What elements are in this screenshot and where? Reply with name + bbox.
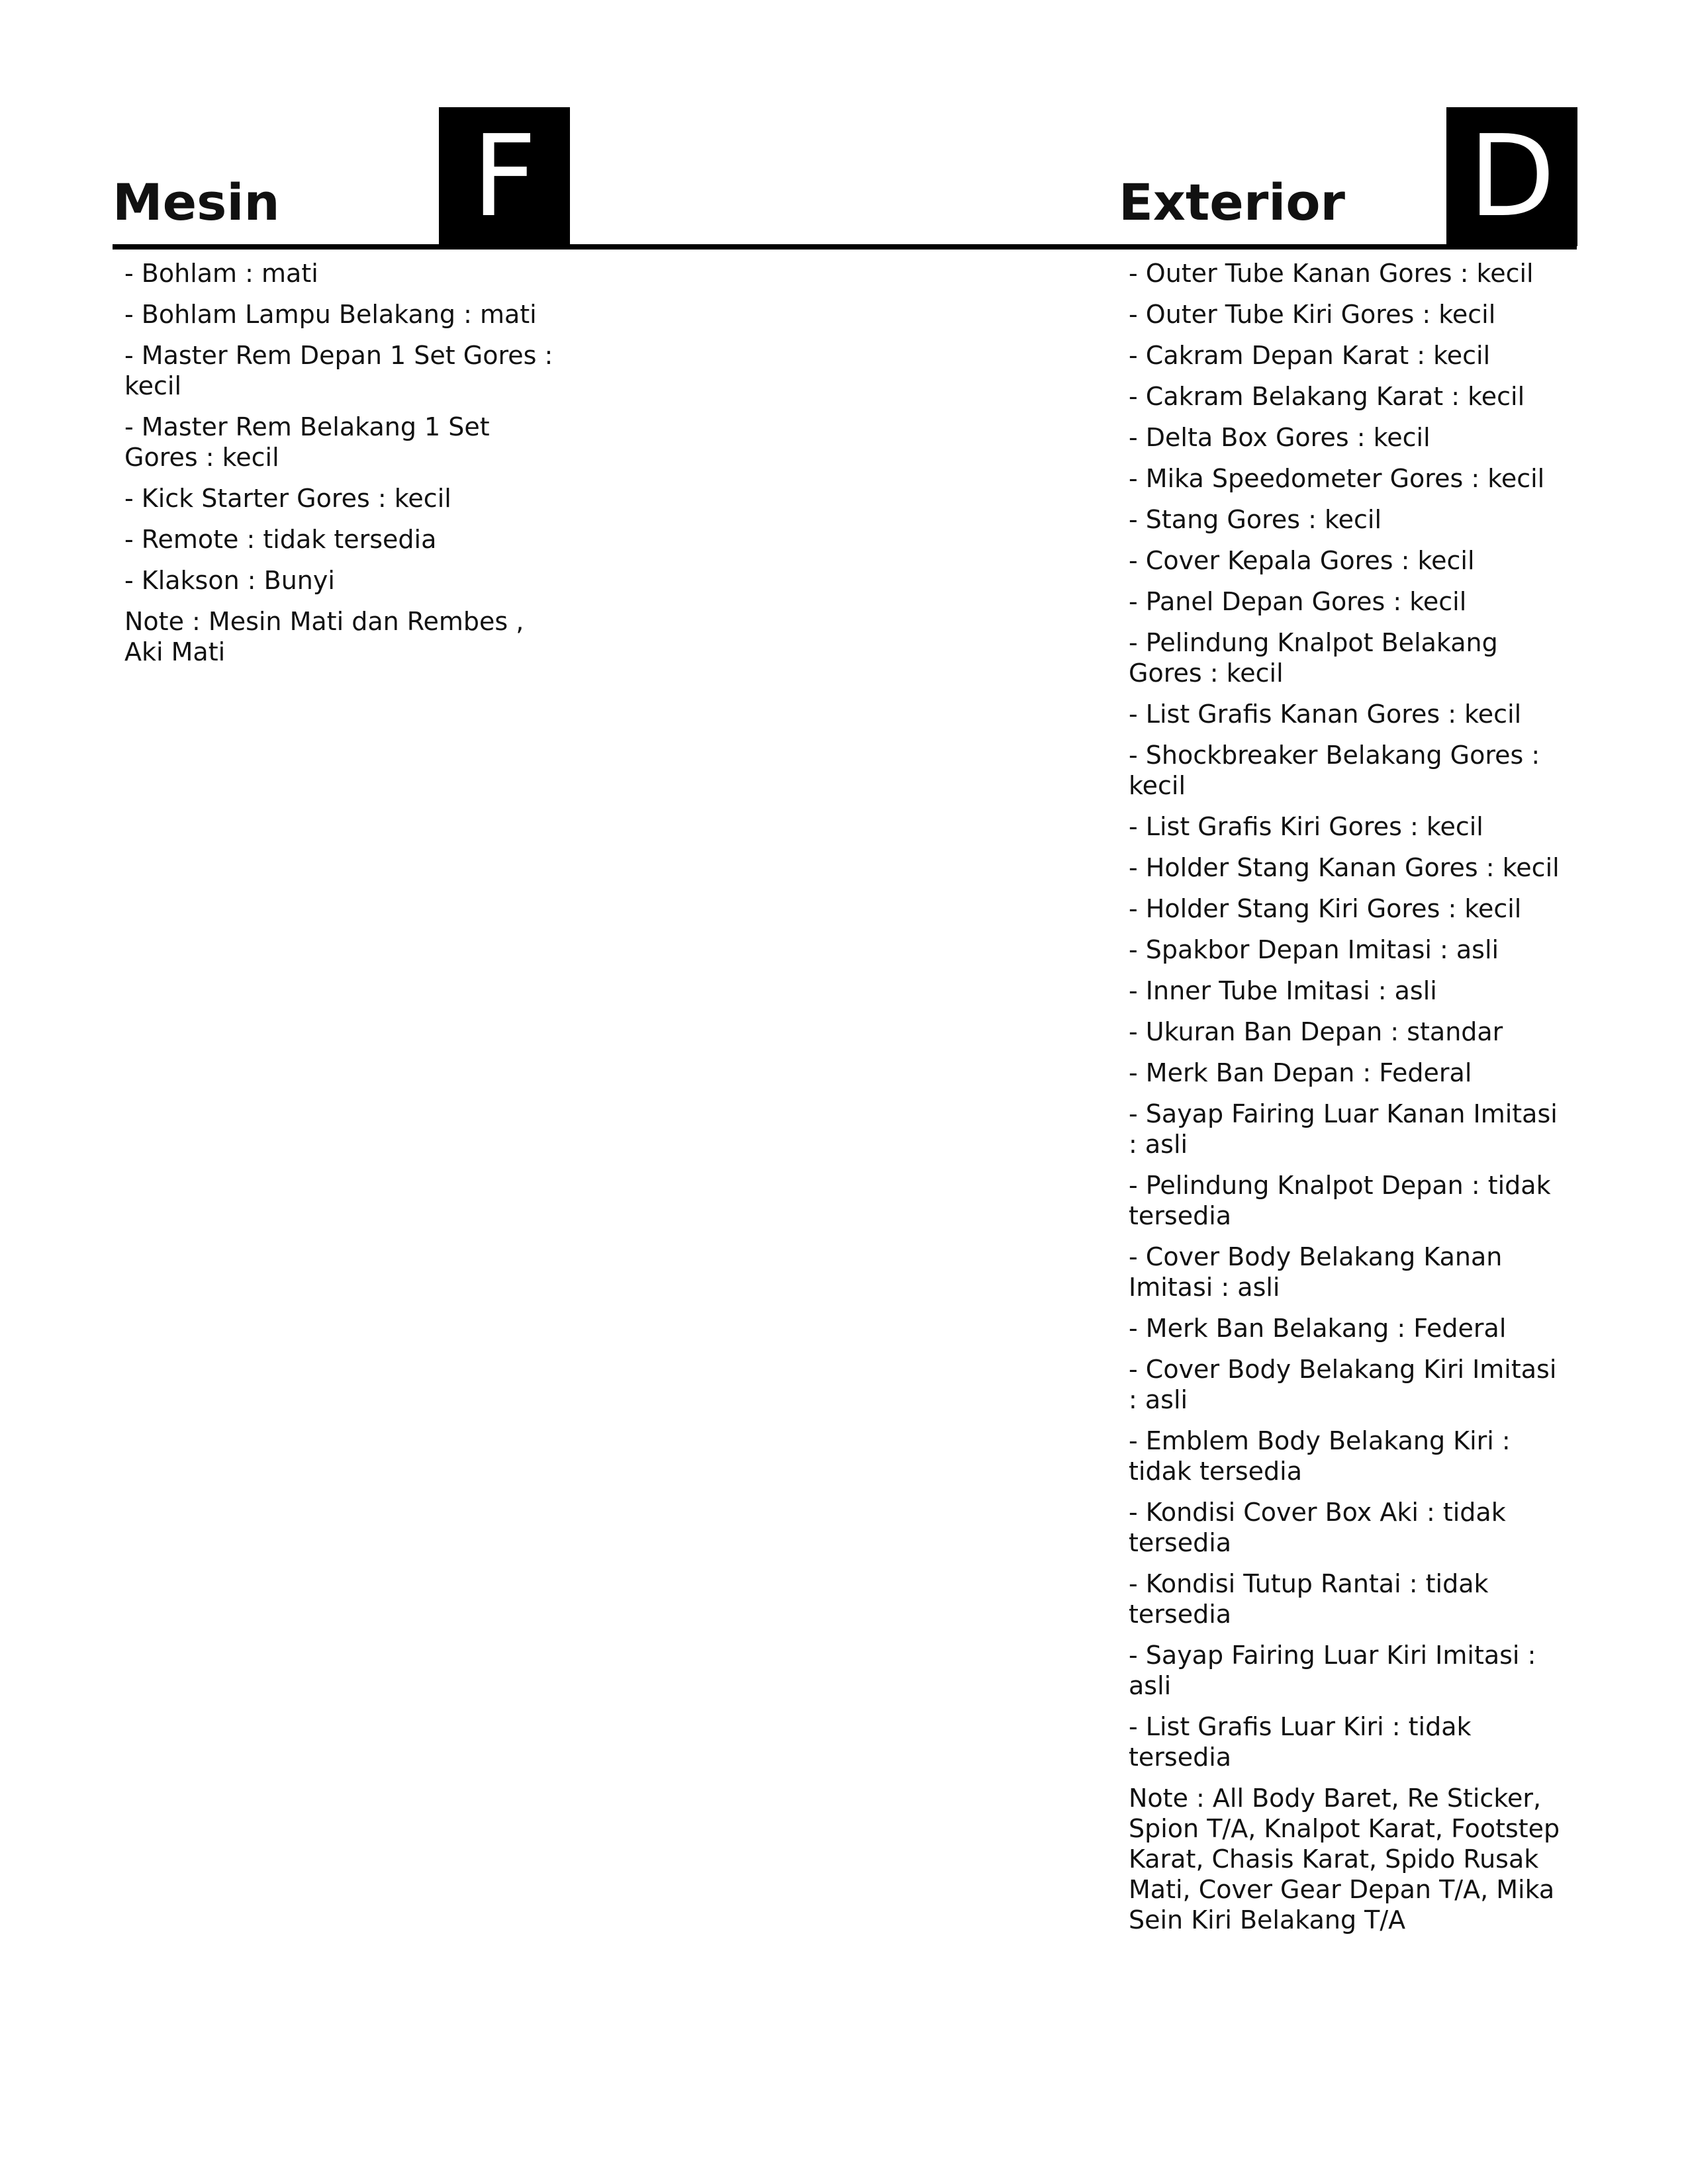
list-item: - Pelindung Knalpot Belakang Gores : kecil [1129,628,1498,688]
list-item: - Inner Tube Imitasi : asli [1129,976,1437,1005]
list-item: - Sayap Fairing Luar Kiri Imitasi : asli [1129,1641,1536,1700]
list-item: - Holder Stang Kiri Gores : kecil [1129,894,1522,923]
list-item: - Cakram Belakang Karat : kecil [1129,382,1525,411]
mesin-grade-badge: F [439,107,570,246]
list-item: - Shockbreaker Belakang Gores : kecil [1129,741,1540,800]
exterior-grade-badge: D [1446,107,1577,246]
list-item: - Panel Depan Gores : kecil [1129,587,1467,616]
list-item: - Mika Speedometer Gores : kecil [1129,464,1545,493]
list-item: - Merk Ban Belakang : Federal [1129,1314,1507,1343]
mesin-section-title: Mesin [113,173,280,232]
list-item: - Ukuran Ban Depan : standar [1129,1017,1503,1046]
list-item: - Merk Ban Depan : Federal [1129,1058,1472,1087]
list-item: - Cakram Depan Karat : kecil [1129,341,1491,370]
list-item: - Klakson : Bunyi [124,566,335,595]
header-divider [113,244,1577,250]
list-item: - Bohlam : mati [124,259,318,288]
list-item: - Outer Tube Kiri Gores : kecil [1129,300,1496,329]
list-item: - Kick Starter Gores : kecil [124,484,451,513]
list-item: - Kondisi Tutup Rantai : tidak tersedia [1129,1569,1489,1629]
list-item: - Pelindung Knalpot Depan : tidak tersedia [1129,1171,1551,1230]
exterior-section-title: Exterior [1119,173,1346,232]
list-item: - Outer Tube Kanan Gores : kecil [1129,259,1534,288]
list-item: - List Grafis Kiri Gores : kecil [1129,812,1483,841]
exterior-item-list [1129,258,1572,1946]
list-item: Note : All Body Baret, Re Sticker, Spion T/A, Knalpot Karat, Footstep Karat, Chasis Karat, Spido Rusak Mati, Cover Gear Depan T/A, Mika Sein Kiri Belakang T/A [1129,1784,1560,1934]
list-item: - Stang Gores : kecil [1129,505,1382,534]
list-item: - Cover Body Belakang Kiri Imitasi : asli [1129,1355,1557,1414]
list-item: - Holder Stang Kanan Gores : kecil [1129,853,1560,882]
list-item: Note : Mesin Mati dan Rembes , Aki Mati [124,607,524,666]
mesin-item-list [124,258,561,678]
list-item: - Cover Kepala Gores : kecil [1129,546,1475,575]
list-item: - Emblem Body Belakang Kiri : tidak tersedia [1129,1426,1511,1486]
list-item: - List Grafis Kanan Gores : kecil [1129,700,1522,729]
list-item: - Delta Box Gores : kecil [1129,423,1430,452]
list-item: - Kondisi Cover Box Aki : tidak tersedia [1129,1498,1506,1557]
list-item: - Bohlam Lampu Belakang : mati [124,300,537,329]
list-item: - Remote : tidak tersedia [124,525,437,554]
list-item: - Sayap Fairing Luar Kanan Imitasi : asli [1129,1099,1558,1159]
list-item: - Spakbor Depan Imitasi : asli [1129,935,1499,964]
list-item: - Master Rem Belakang 1 Set Gores : kecil [124,412,490,472]
list-item: - List Grafis Luar Kiri : tidak tersedia [1129,1712,1472,1772]
list-item: - Cover Body Belakang Kanan Imitasi : asli [1129,1242,1503,1302]
list-item: - Master Rem Depan 1 Set Gores : kecil [124,341,553,400]
